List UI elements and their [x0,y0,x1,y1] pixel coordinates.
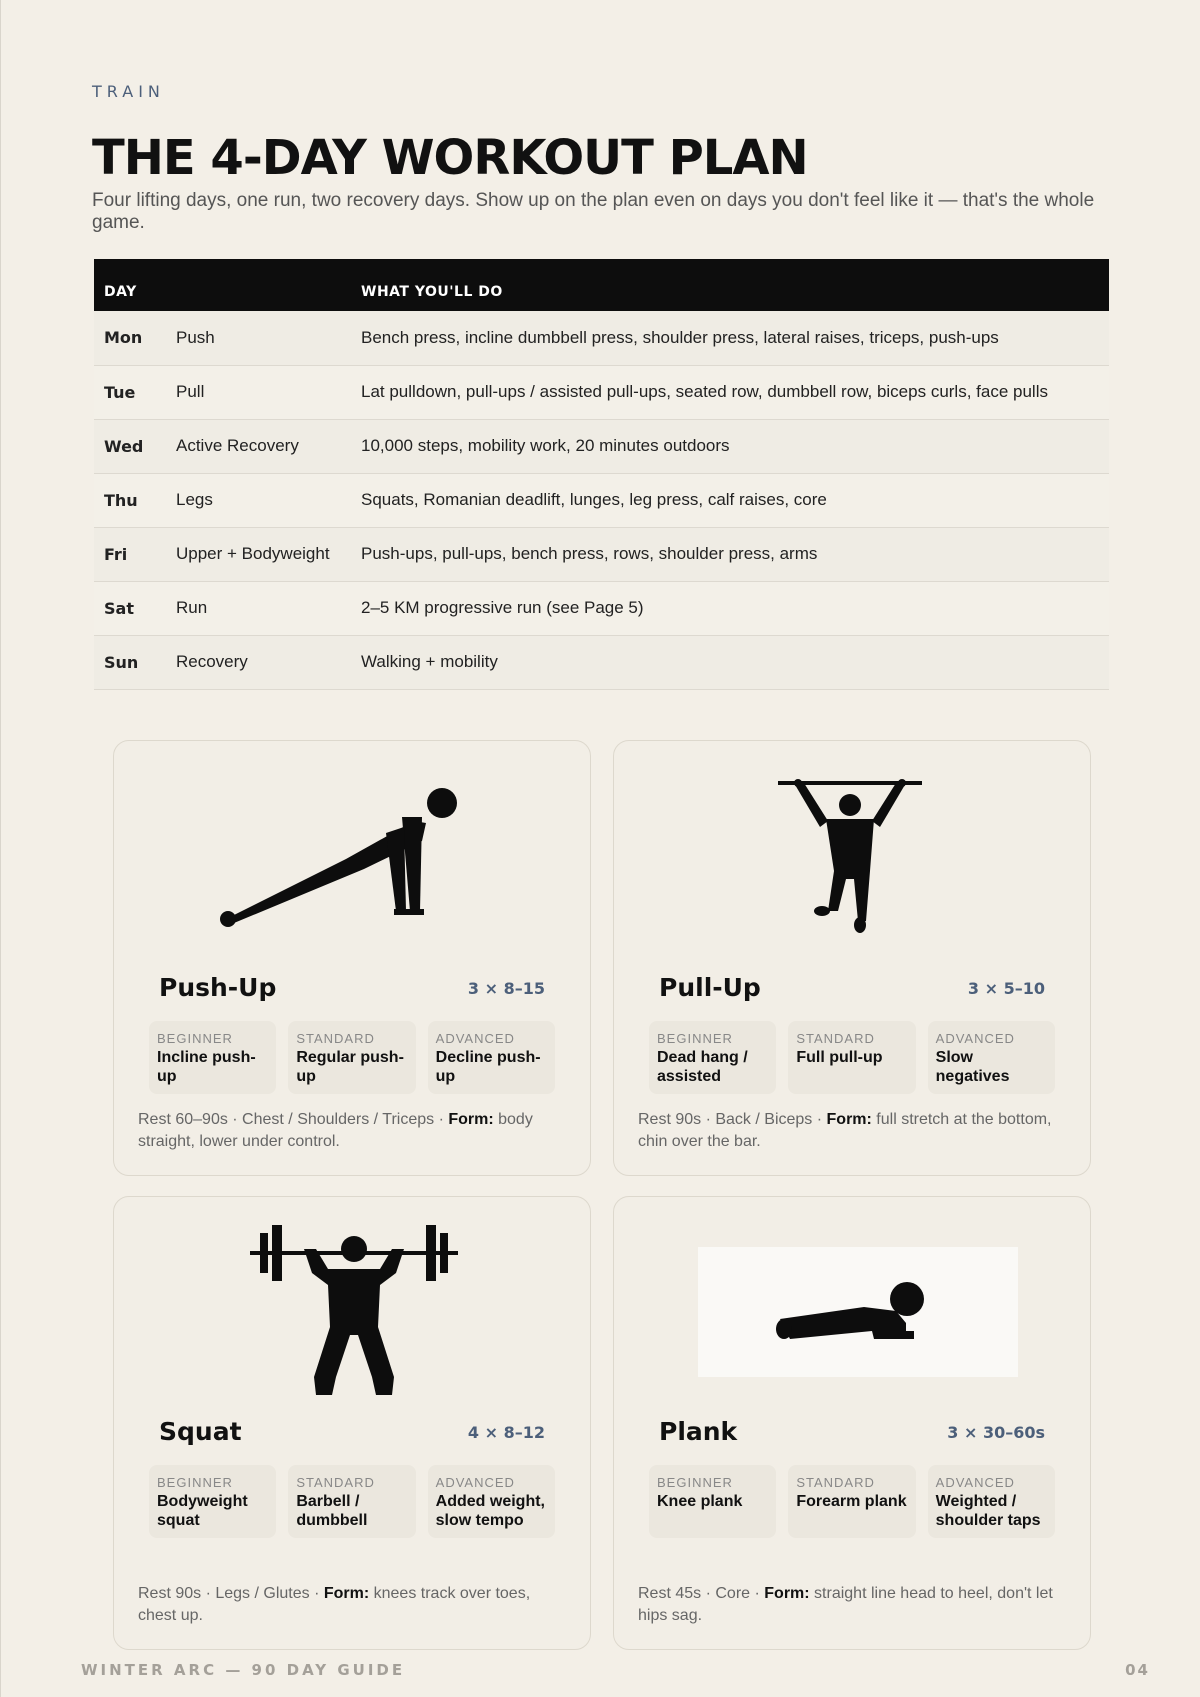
column-header-day: DAY [94,259,166,311]
column-header-focus [166,259,351,311]
level-label: STANDARD [296,1475,375,1490]
workout-plan-table [94,259,1109,690]
column-header-details: WHAT YOU'LL DO [351,259,1109,311]
row-details: 10,000 steps, mobility work, 20 minutes outdoors [361,436,730,455]
level-label: ADVANCED [935,1031,1015,1046]
level-label: BEGINNER [657,1475,733,1490]
level-value: Slow negatives [935,1049,1010,1085]
push-up-figure-icon [114,761,590,931]
footer-guide-title: WINTER ARC — 90 DAY GUIDE [81,1661,406,1679]
row-focus: Legs [176,490,213,509]
level-value: Dead hang / assisted [657,1049,748,1085]
exercise-scheme: 3 × 30–60s [947,1423,1045,1442]
form-cue: straight line head to heel, don't let hips sag. [638,1585,1053,1624]
form-label: Form: [323,1585,370,1602]
level-value: Barbell / dumbbell [296,1493,368,1529]
note-prefix: Rest 90s · Legs / Glutes · [138,1585,324,1602]
exercise-scheme: 3 × 5–10 [967,979,1045,998]
footer-page-number: 04 [1125,1661,1150,1679]
row-focus: Push [176,327,215,347]
level-value: Added weight, slow tempo [435,1493,545,1529]
level-options [149,1465,555,1538]
level-options [149,1021,555,1094]
row-day: Thu [104,490,138,510]
row-details: Squats, Romanian deadlift, lunges, leg press, calf raises, core [361,490,827,509]
level-value: Incline push-up [157,1049,256,1085]
level-value: Weighted / shoulder taps [935,1493,1041,1529]
exercise-name: Plank [659,1417,738,1446]
level-label: STANDARD [796,1031,875,1046]
level-standard [288,1021,415,1094]
form-label: Form: [764,1585,810,1602]
level-value: Knee plank [657,1493,743,1510]
pull-up-figure-icon [614,771,1090,941]
exercise-note [638,1583,1066,1627]
level-advanced [428,1021,555,1094]
note-prefix: Rest 90s · Back / Biceps · [638,1111,827,1128]
row-day: Tue [104,382,136,402]
row-day: Fri [104,544,128,564]
row-focus: Pull [176,382,205,401]
table-row [94,365,1109,419]
table-row [94,311,1109,365]
exercise-name: Push-Up [159,973,277,1002]
exercise-card-plank [613,1196,1091,1650]
level-beginner [649,1021,776,1094]
exercise-note [138,1109,566,1153]
intro-text: Four lifting days, one run, two recovery days. Show up on the plan even on days you don't feel like it — that's the whole game. [92,190,1095,233]
section-eyebrow: TRAIN [92,82,165,101]
form-label: Form: [826,1111,872,1128]
table-row [94,419,1109,473]
exercise-name: Pull-Up [659,973,761,1002]
exercise-card-push-up [113,740,591,1176]
plank-figure-icon [614,1247,1090,1377]
exercise-scheme: 4 × 8–12 [467,1423,545,1442]
form-cue: full stretch at the bottom, chin over the bar. [638,1111,1052,1150]
row-focus: Run [176,598,208,617]
table-header-row [94,259,1109,311]
row-day: Sat [104,598,134,618]
level-value: Decline push-up [435,1049,541,1085]
level-label: BEGINNER [157,1475,233,1490]
row-details: 2–5 KM progressive run (see Page 5) [361,598,644,617]
row-details: Bench press, incline dumbbell press, shoulder press, lateral raises, triceps, push-ups [361,327,999,347]
exercise-card-squat [113,1196,591,1650]
level-advanced [928,1465,1055,1538]
squat-figure-icon [114,1207,590,1407]
level-advanced [928,1021,1055,1094]
level-label: ADVANCED [435,1475,515,1490]
exercise-name: Squat [159,1417,242,1446]
level-beginner [649,1465,776,1538]
level-beginner [149,1021,276,1094]
form-cue: knees track over toes, chest up. [138,1585,531,1624]
row-day: Mon [104,328,143,348]
level-standard [788,1021,915,1094]
level-value: Regular push-up [296,1049,404,1085]
row-focus: Active Recovery [176,436,299,455]
exercise-note [638,1109,1066,1153]
level-label: BEGINNER [157,1031,233,1046]
form-label: Form: [448,1111,494,1128]
note-prefix: Rest 60–90s · Chest / Shoulders / Triceps · [138,1111,449,1128]
level-label: ADVANCED [435,1031,515,1046]
row-focus: Recovery [176,652,248,671]
table-row [94,581,1109,635]
level-label: BEGINNER [657,1031,733,1046]
page-title: THE 4-DAY WORKOUT PLAN [92,130,808,186]
level-beginner [149,1465,276,1538]
level-options [649,1465,1055,1538]
level-advanced [428,1465,555,1538]
note-prefix: Rest 45s · Core · [638,1585,765,1602]
level-value: Full pull-up [796,1049,883,1066]
exercise-note [138,1583,566,1627]
table-row [94,635,1109,689]
level-options [649,1021,1055,1094]
level-standard [288,1465,415,1538]
level-standard [788,1465,915,1538]
exercise-card-pull-up [613,740,1091,1176]
level-label: STANDARD [296,1031,375,1046]
level-value: Bodyweight squat [157,1493,248,1529]
row-day: Sun [104,652,139,672]
row-day: Wed [104,436,144,456]
level-label: ADVANCED [935,1475,1015,1490]
level-value: Forearm plank [796,1493,907,1510]
row-details: Lat pulldown, pull-ups / assisted pull-ups, seated row, dumbbell row, biceps curls, face pulls [361,382,1048,401]
table-row [94,527,1109,581]
row-details: Walking + mobility [361,652,498,671]
table-row [94,473,1109,527]
level-label: STANDARD [796,1475,875,1490]
form-cue: body straight, lower under control. [138,1111,533,1150]
row-focus: Upper + Bodyweight [176,544,330,563]
exercise-scheme: 3 × 8–15 [467,979,545,998]
row-details: Push-ups, pull-ups, bench press, rows, shoulder press, arms [361,544,818,563]
